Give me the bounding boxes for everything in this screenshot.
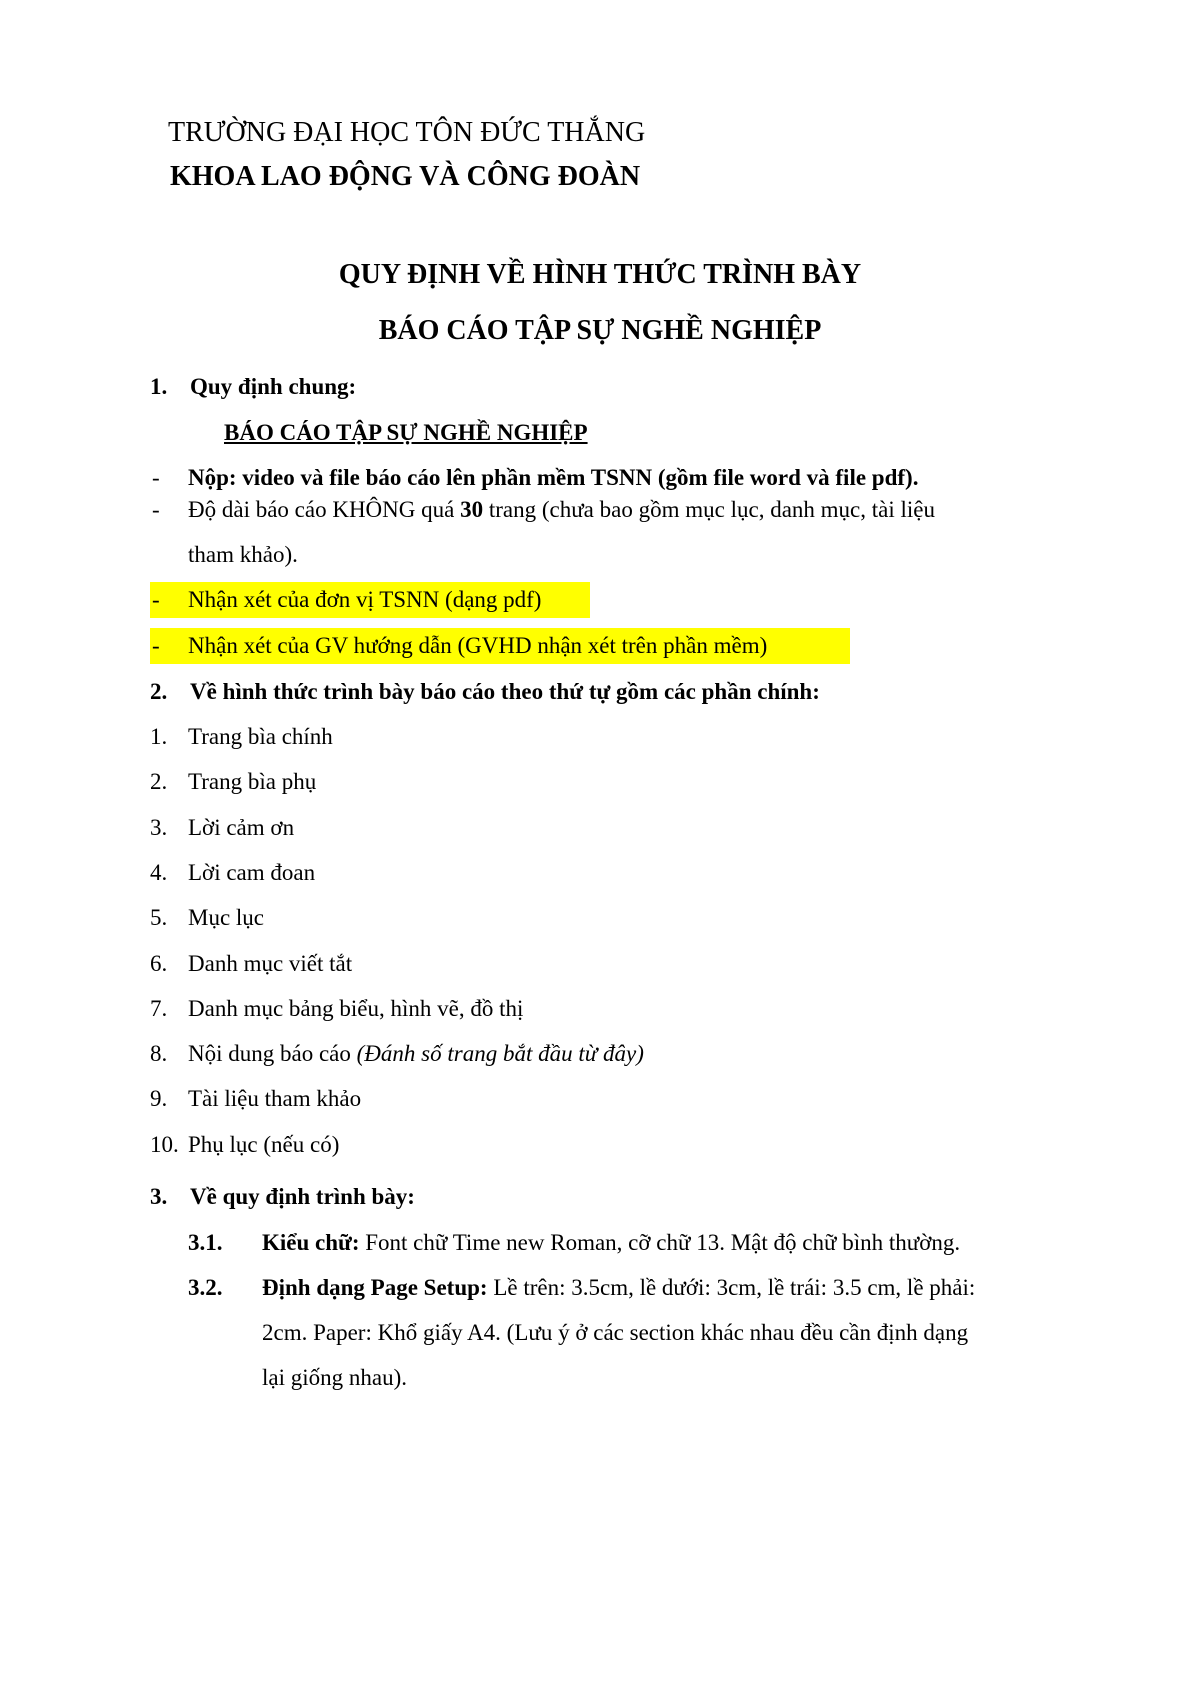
page-limit-value: 30 (460, 497, 484, 522)
page-setup-text: Lề trên: 3.5cm, lề dưới: 3cm, lề trái: 3.5 cm, lề phải: (487, 1275, 976, 1300)
list-item-text: Danh mục viết tắt (188, 951, 353, 976)
length-rule-continued: tham khảo). (188, 542, 298, 567)
list-item-text: Tài liệu tham khảo (188, 1086, 362, 1111)
advisor-review-rule: Nhận xét của GV hướng dẫn (GVHD nhận xét trên phần mềm) (188, 633, 768, 658)
list-item (188, 813, 294, 843)
list-item-text: Lời cảm ơn (188, 815, 295, 840)
list-item-number: 9. (150, 1086, 168, 1111)
university-name: TRƯỜNG ĐẠI HỌC TÔN ĐỨC THẮNG (168, 117, 646, 148)
length-rule-text: Độ dài báo cáo KHÔNG quá (188, 497, 461, 522)
list-item-text: Trang bìa chính (188, 724, 333, 749)
subsection-3-2-number: 3.2. (188, 1275, 223, 1300)
length-rule-text-end: trang (chưa bao gồm mục lục, danh mục, tài liệu (483, 497, 935, 522)
list-item-number: 7. (150, 996, 168, 1021)
submission-rule: Nộp: video và file báo cáo lên phần mềm TSNN (gồm file word và file pdf). (188, 465, 919, 490)
list-item-number: 10. (150, 1132, 179, 1157)
bullet-marker: - (152, 633, 160, 658)
list-item-number: 3. (150, 815, 168, 840)
list-item (188, 994, 523, 1024)
page-setup-continued-2: lại giống nhau). (262, 1365, 407, 1390)
subsection-3-2 (262, 1273, 975, 1303)
list-item (188, 949, 352, 979)
section2-number: 2. (150, 679, 168, 704)
list-item-number: 1. (150, 724, 168, 749)
list-item (188, 767, 316, 797)
list-item (188, 858, 315, 888)
list-item-note: (Đánh số trang bắt đầu từ đây) (356, 1041, 644, 1066)
list-item-text: Trang bìa phụ (188, 769, 317, 794)
bullet-marker: - (152, 497, 160, 522)
list-item-number: 5. (150, 905, 168, 930)
list-item-text: Nội dung báo cáo (188, 1041, 357, 1066)
list-item-number: 2. (150, 769, 168, 794)
page-setup-continued: 2cm. Paper: Khổ giấy A4. (Lưu ý ở các section khác nhau đều cần định dạng (262, 1320, 969, 1345)
page-setup-label: Định dạng Page Setup: (262, 1275, 488, 1300)
subsection-3-1 (262, 1228, 960, 1258)
list-item-text: Danh mục bảng biểu, hình vẽ, đồ thị (188, 996, 524, 1021)
list-item (188, 1130, 339, 1160)
section1-subheading: BÁO CÁO TẬP SỰ NGHỀ NGHIỆP (224, 420, 588, 445)
section3-heading: Về quy định trình bày: (190, 1184, 415, 1209)
list-item (188, 722, 333, 752)
list-item-number: 4. (150, 860, 168, 885)
document-title-line1: QUY ĐỊNH VỀ HÌNH THỨC TRÌNH BÀY (338, 259, 862, 290)
list-item-text: Lời cam đoan (188, 860, 316, 885)
subsection-3-1-number: 3.1. (188, 1230, 223, 1255)
section2-heading: Về hình thức trình bày báo cáo theo thứ tự gồm các phần chính: (190, 679, 820, 704)
list-item-text: Mục lục (188, 905, 265, 930)
faculty-name: KHOA LAO ĐỘNG VÀ CÔNG ĐOÀN (170, 161, 641, 192)
font-rule-text: Font chữ Time new Roman, cỡ chữ 13. Mật độ chữ bình thường. (359, 1230, 961, 1255)
section1-heading: Quy định chung: (190, 374, 357, 399)
list-item-number: 8. (150, 1041, 168, 1066)
list-item-number: 6. (150, 951, 168, 976)
length-rule (188, 495, 935, 525)
font-rule-label: Kiểu chữ: (262, 1230, 360, 1255)
list-item-text: Phụ lục (nếu có) (188, 1132, 340, 1157)
list-item (188, 1084, 361, 1114)
section1-number: 1. (150, 374, 168, 399)
bullet-marker: - (152, 587, 160, 612)
unit-review-rule: Nhận xét của đơn vị TSNN (dạng pdf) (188, 587, 542, 612)
document-title-line2: BÁO CÁO TẬP SỰ NGHỀ NGHIỆP (378, 315, 822, 346)
bullet-marker: - (152, 465, 160, 490)
list-item (188, 1039, 644, 1069)
list-item (188, 903, 264, 933)
section3-number: 3. (150, 1184, 168, 1209)
